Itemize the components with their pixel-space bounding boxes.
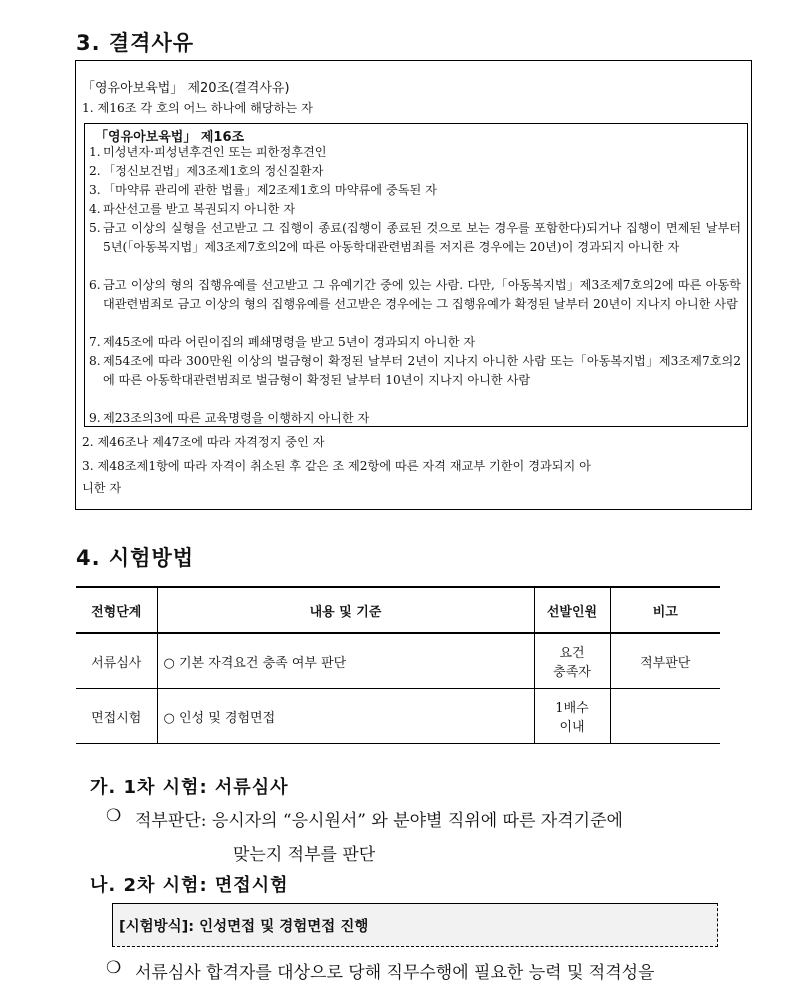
item-text: 미성년자·피성년후견인 또는 피한정후견인 — [103, 145, 327, 159]
law-item-3-continued: 니한 자 — [82, 481, 122, 495]
law-article-20-title: 「영유아보육법」 제20조(결격사유) — [82, 81, 290, 96]
row-count-line1: 요건 — [559, 646, 585, 661]
header-note: 비고 — [610, 587, 720, 633]
article-16-item — [89, 181, 741, 200]
row-count-line1: 1배수 — [555, 701, 589, 716]
row-count-line2: 충족자 — [553, 665, 591, 680]
law-article-20-box — [75, 60, 752, 510]
row-content: ○ 기본 자격요건 충족 여부 판단 — [157, 633, 534, 689]
item-text: 파산선고를 받고 복권되지 아니한 자 — [103, 202, 296, 216]
article-16-item — [89, 276, 741, 314]
header-stage: 전형단계 — [76, 587, 157, 633]
header-content: 내용 및 기준 — [157, 587, 534, 633]
section-4-title: 4. 시험방법 — [76, 546, 195, 570]
item-number: 9. — [89, 411, 101, 425]
interview-description-line1: 서류심사 합격자를 대상으로 당해 직무수행에 필요한 능력 및 적격성을 — [135, 963, 655, 983]
row-count — [534, 633, 610, 689]
law-item-1: 1. 제16조 각 호의 어느 하나에 해당하는 자 — [82, 101, 313, 115]
law-article-16-box — [84, 123, 748, 427]
item-text: 제54조에 따라 300만원 이상의 벌금형이 확정된 날부터 2년이 지나지 아니한 사람 또는「아동복지법」제3조제7호의2에 따른 아동학대관련범죄로 벌금형이 확정된 날부터 10년이 지나지 아니한 사람 — [103, 354, 741, 387]
law-item-3: 3. 제48조제1항에 따라 자격이 취소된 후 같은 조 제2항에 따른 자격 재교부 기한이 경과되지 아 — [82, 459, 591, 473]
item-number: 2. — [89, 164, 101, 178]
circle-bullet-icon: ❍ — [106, 958, 122, 978]
article-16-item — [89, 143, 741, 162]
item-text: 제45조에 따라 어린이집의 폐쇄명령을 받고 5년이 경과되지 아니한 자 — [103, 335, 476, 349]
article-16-item — [89, 162, 741, 181]
item-number: 5. — [89, 221, 101, 235]
item-number: 6. — [89, 278, 101, 292]
circle-bullet-icon: ❍ — [106, 806, 122, 826]
exam-method-table — [76, 586, 720, 744]
article-16-item — [89, 333, 741, 352]
item-text: 「정신보건법」제3조제1호의 정신질환자 — [103, 164, 324, 178]
row-note: 적부판단 — [610, 633, 720, 689]
article-16-item — [89, 200, 741, 219]
row-count — [534, 689, 610, 744]
screening-description-line2: 맞는지 적부를 판단 — [233, 845, 376, 865]
item-text: 금고 이상의 실형을 선고받고 그 집행이 종료(집행이 종료된 것으로 보는 경우를 포함한다)되거나 집행이 면제된 날부터 5년(「아동복지법」제3조제7호의2에 따른 아동학대관련범죄를 저지른 경우에는 20년)이 경과되지 아니한 자 — [103, 221, 741, 254]
row-count-line2: 이내 — [559, 720, 585, 735]
item-number: 7. — [89, 335, 101, 349]
item-text: 금고 이상의 형의 집행유예를 선고받고 그 유예기간 중에 있는 사람. 다만,「아동복지법」제3조제7호의2에 따른 아동학대관련범죄로 금고 이상의 형의 집행유예를 선고받은 경우에는 그 집행유예가 확정된 날부터 20년이 지나지 아니한 사람 — [103, 278, 741, 311]
row-note — [610, 689, 720, 744]
subsection-1-title: 가. 1차 시험: 서류심사 — [90, 777, 289, 798]
row-content: ○ 인성 및 경험면접 — [157, 689, 534, 744]
item-number: 4. — [89, 202, 101, 216]
table-row — [76, 689, 720, 744]
law-item-2: 2. 제46조나 제47조에 따라 자격정지 중인 자 — [82, 435, 325, 449]
table-header-row — [76, 587, 720, 633]
interview-method-box: [시험방식]: 인성면접 및 경험면접 진행 — [112, 903, 718, 947]
screening-description-line1: 적부판단: 응시자의 “응시원서” 와 분야별 직위에 따른 자격기준에 — [135, 811, 623, 831]
row-stage: 면접시험 — [76, 689, 157, 744]
article-16-item — [89, 409, 741, 428]
subsection-2-title: 나. 2차 시험: 면접시험 — [90, 875, 289, 896]
header-count: 선발인원 — [534, 587, 610, 633]
item-number: 8. — [89, 354, 101, 368]
item-text: 제23조의3에 따른 교육명령을 이행하지 아니한 자 — [103, 411, 370, 425]
article-16-item — [89, 219, 741, 257]
item-number: 3. — [89, 183, 101, 197]
section-3-title: 3. 결격사유 — [76, 31, 195, 55]
row-stage: 서류심사 — [76, 633, 157, 689]
article-16-item — [89, 352, 741, 390]
table-row — [76, 633, 720, 689]
item-number: 1. — [89, 145, 101, 159]
law-article-16-title: 「영유아보육법」 제16조 — [95, 130, 245, 145]
item-text: 「마약류 관리에 관한 법률」제2조제1호의 마약류에 중독된 자 — [103, 183, 437, 197]
